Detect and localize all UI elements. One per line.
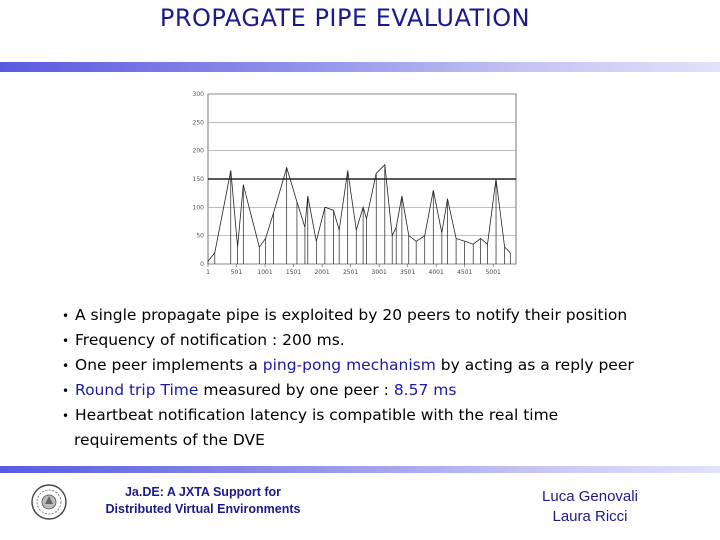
bullet-text: requirements of the DVE — [74, 431, 265, 449]
bullet-marker: • — [62, 359, 70, 373]
bullet-marker: • — [62, 384, 70, 398]
bullet-item — [62, 378, 712, 403]
x-tick-label: 4001 — [428, 269, 444, 276]
bullet-item — [62, 428, 712, 453]
y-tick-label: 150 — [192, 176, 204, 183]
bullet-text: ping-pong mechanism — [262, 356, 436, 374]
bullet-marker: • — [62, 409, 70, 423]
x-tick-label: 4501 — [457, 269, 473, 276]
bullet-item — [62, 353, 712, 378]
slide-title: PROPAGATE PIPE EVALUATION — [159, 4, 531, 32]
latency-chart — [170, 86, 522, 282]
y-tick-label: 0 — [200, 261, 204, 268]
footer-project-line-2: Distributed Virtual Environments — [105, 502, 301, 516]
bullet-text: Frequency of notification : 200 ms. — [75, 331, 345, 349]
y-tick-label: 250 — [192, 119, 204, 127]
bullet-list — [62, 303, 712, 453]
y-tick-label: 100 — [192, 204, 204, 212]
bullet-item — [62, 328, 712, 353]
footer-author-1: Luca Genovali — [542, 488, 638, 505]
y-tick-label: 200 — [192, 147, 204, 155]
footer-author-2: Laura Ricci — [552, 508, 628, 525]
bullet-marker: • — [62, 334, 70, 348]
footer-authors — [520, 487, 660, 527]
bullet-text: measured by one peer : — [198, 381, 394, 399]
bullet-text: by acting as a reply peer — [435, 356, 634, 374]
bullet-text: Heartbeat notification latency is compatible with the real time — [75, 406, 559, 424]
latency-chart-svg — [170, 86, 522, 282]
bullet-text: A single propagate pipe is exploited by 20 peers to notify their position — [75, 306, 628, 324]
x-tick-label: 3001 — [371, 269, 387, 276]
footer-divider-bar — [0, 466, 720, 473]
bullet-item — [62, 403, 712, 428]
x-tick-label: 5001 — [485, 269, 501, 276]
bullet-text: 8.57 ms — [393, 381, 457, 399]
x-tick-label: 1 — [206, 269, 210, 276]
bullet-marker: • — [62, 309, 70, 323]
x-tick-label: 2001 — [314, 269, 330, 276]
bullet-text: One peer implements a — [75, 356, 263, 374]
footer-project-line-1: Ja.DE: A JXTA Support for — [124, 485, 282, 499]
x-tick-label: 3501 — [400, 269, 416, 276]
y-tick-label: 300 — [192, 91, 204, 98]
x-tick-label: 501 — [230, 269, 243, 276]
y-tick-label: 50 — [196, 232, 204, 240]
university-seal-icon — [30, 483, 68, 521]
bullet-item — [62, 303, 712, 328]
title-divider-bar — [0, 62, 720, 72]
x-tick-label: 2501 — [342, 269, 359, 276]
x-tick-label: 1001 — [257, 269, 273, 276]
bullet-text: Round trip Time — [75, 381, 199, 399]
x-tick-label: 1501 — [285, 269, 302, 276]
footer-project-title — [78, 484, 328, 518]
